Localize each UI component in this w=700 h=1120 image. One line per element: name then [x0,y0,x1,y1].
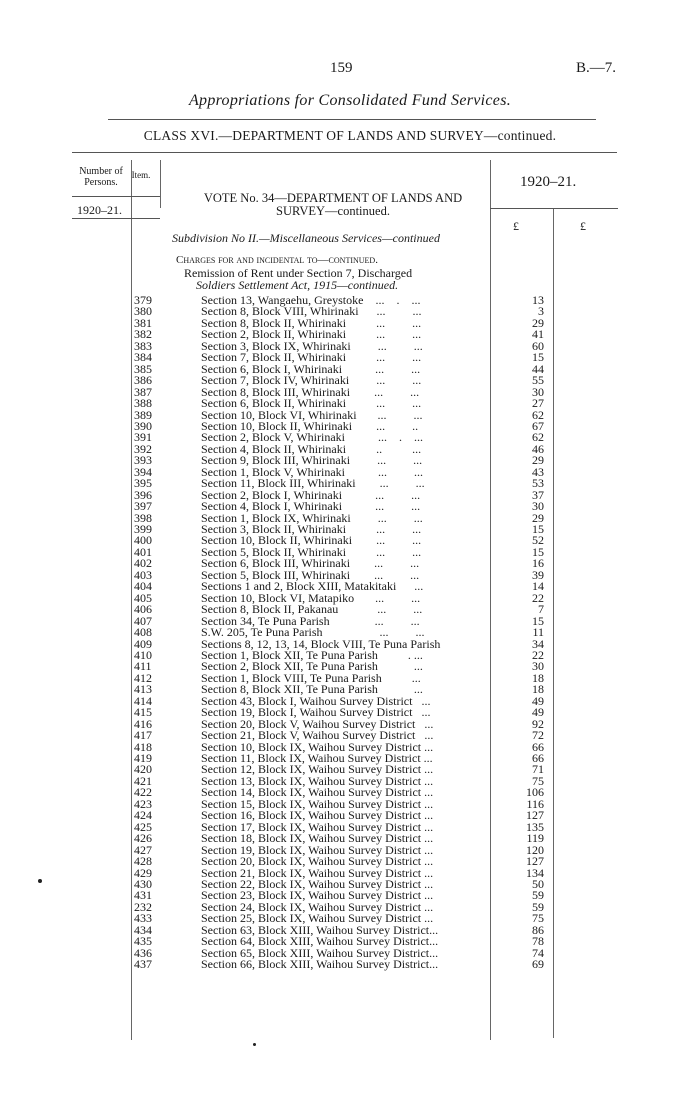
item-description: Section 3, Block IX, Whirinaki ... ... [201,338,423,353]
item-description: Section 1, Block XII, Te Puna Parish . ... [201,647,423,662]
item-description: Section 9, Block III, Whirinaki ... ... [201,453,423,468]
item-amount: 72 [532,728,544,743]
column-year-amount: 1920–21. [520,174,577,190]
item-number: 388 [134,396,152,411]
vote-heading-line2: SURVEY—continued. [276,204,390,218]
item-number: 403 [134,567,152,582]
item-description: Section 21, Block V, Waihou Survey District ... [201,728,434,743]
pound-symbol-1: £ [513,219,519,233]
item-amount: 29 [532,453,544,468]
item-description: Section 16, Block IX, Waihou Survey District ... [201,808,434,823]
item-number: 407 [134,613,152,628]
item-amount: 18 [532,670,544,685]
item-amount: 15 [532,522,544,536]
item-description: Section 23, Block IX, Waihou Survey District ... [201,888,434,903]
item-number: 391 [134,430,152,445]
item-amount: 43 [532,464,544,479]
item-amount: 62 [532,407,544,422]
item-description: Section 34, Te Puna Parish ... ... [201,613,420,628]
item-number: 412 [134,670,152,685]
item-description: Section 24, Block IX, Waihou Survey District ... [201,899,434,914]
persons-year-rule [72,218,160,219]
item-amount: 62 [532,430,544,445]
item-amount: 127 [526,854,544,869]
item-description: Section 10, Block IX, Waihou Survey District ... [201,739,434,754]
item-amount: 13 [532,293,544,307]
item-number: 394 [134,464,152,479]
item-description: Section 14, Block IX, Waihou Survey District ... [201,785,434,800]
item-amount: 15 [532,613,544,628]
item-description: Section 2, Block XII, Te Puna Parish ... [201,659,423,674]
item-description: Section 8, Block VIII, Whirinaki ... ... [201,304,422,319]
item-description: Section 22, Block IX, Waihou Survey District ... [201,876,434,891]
pound-symbol-2: £ [580,219,586,233]
item-number: 232 [134,899,152,914]
item-number: 397 [134,499,152,514]
item-amount: 120 [526,842,544,857]
item-description: S.W. 205, Te Puna Parish ... ... [201,625,425,640]
item-number: 399 [134,522,152,536]
item-amount: 69 [532,957,544,972]
item-description: Section 1, Block V, Whirinaki ... ... [201,464,423,479]
item-number: 402 [134,556,152,571]
item-number: 435 [134,934,152,949]
item-number: 409 [134,636,152,651]
item-description: Section 2, Block I, Whirinaki ... ... [201,487,421,502]
item-amount: 30 [532,384,544,399]
column-header-persons: Number of Persons. [79,166,123,188]
item-number: 426 [134,831,152,846]
item-description: Section 5, Block III, Whirinaki ... ... [201,567,420,582]
item-description: Section 7, Block II, Whirinaki ... ... [201,350,422,365]
item-description: Section 6, Block II, Whirinaki ... ... [201,396,422,411]
item-description: Section 1, Block IX, Whirinaki ... ... [201,510,423,525]
class-heading: CLASS XVI.—DEPARTMENT OF LANDS AND SURVEY—continued. [143,128,557,143]
item-description: Section 11, Block IX, Waihou Survey District ... [201,751,433,765]
item-number: 422 [134,785,152,800]
item-number: 385 [134,361,152,376]
item-number: 429 [134,865,152,880]
item-amount: 27 [532,396,544,411]
item-number: 427 [134,842,152,857]
item-number: 431 [134,888,152,903]
item-number: 417 [134,728,152,743]
item-number: 406 [134,602,152,617]
remission-heading-1: Remission of Rent under Section 7, Discharged [184,266,413,280]
item-number: 411 [134,659,152,674]
amount-header-rule [490,208,618,209]
item-amount: 7 [538,602,544,617]
item-amount: 78 [532,934,544,949]
item-number: 410 [134,647,152,662]
item-amount: 15 [532,544,544,559]
item-number: 395 [134,476,152,491]
charges-heading: Charges for and incidental to—continued. [176,254,378,266]
item-amount: 16 [532,556,544,571]
item-amount: 50 [532,876,544,891]
item-amount: 127 [526,808,544,823]
item-description: Section 6, Block III, Whirinaki ... ... [201,556,420,571]
item-description: Section 8, Block II, Pakanau ... ... [201,602,423,617]
item-amount: 18 [532,682,544,697]
item-amount: 59 [532,899,544,914]
item-number: 405 [134,590,152,605]
item-amount: 66 [532,751,544,765]
item-amount: 60 [532,338,544,353]
item-description: Section 63, Block XIII, Waihou Survey District... [201,922,439,937]
item-description: Section 15, Block IX, Waihou Survey District ... [201,796,434,811]
item-description: Section 5, Block II, Whirinaki ... ... [201,544,422,559]
item-amount: 67 [532,418,544,433]
item-number: 420 [134,762,152,777]
item-description: Section 7, Block IV, Whirinaki ... ... [201,373,422,388]
item-description: Section 1, Block VIII, Te Puna Parish ... [201,670,421,685]
subdivision-heading: Subdivision No II.—Miscellaneous Services—continued [172,231,440,245]
item-description: Section 13, Block IX, Waihou Survey District ... [201,773,434,788]
item-number: 387 [134,384,152,399]
item-description: Section 8, Block III, Whirinaki ... ... [201,384,420,399]
item-number: 418 [134,739,152,754]
item-description: Section 21, Block IX, Waihou Survey District ... [201,865,434,880]
item-amount: 11 [532,625,544,640]
item-amount: 75 [532,911,544,926]
item-amount: 37 [532,487,544,502]
item-description: Section 4, Block I, Whirinaki ... ... [201,499,421,514]
item-amount: 74 [532,945,544,960]
item-amount: 135 [526,819,544,834]
item-number: 386 [134,373,152,388]
item-number: 400 [134,533,152,548]
item-number: 433 [134,911,152,926]
item-amount: 55 [532,373,544,388]
item-description: Section 12, Block IX, Waihou Survey District ... [201,762,434,777]
item-amount: 59 [532,888,544,903]
item-amount: 14 [532,579,544,594]
item-amount: 86 [532,922,544,937]
item-number: 416 [134,716,152,731]
item-description: Section 13, Wangaehu, Greystoke ... . ... [201,293,421,307]
item-number: 436 [134,945,152,960]
item-description: Section 18, Block IX, Waihou Survey District ... [201,831,434,846]
item-description: Section 20, Block IX, Waihou Survey District ... [201,854,434,869]
item-number: 413 [134,682,152,697]
item-amount: 29 [532,315,544,330]
item-number: 437 [134,957,152,972]
item-amount: 30 [532,659,544,674]
persons-header-rule [72,196,160,197]
item-description: Section 20, Block V, Waihou Survey District ... [201,716,434,731]
margin-dot [38,879,42,883]
item-amount: 53 [532,476,544,491]
item-amount: 52 [532,533,544,548]
item-number: 384 [134,350,152,365]
item-description: Section 3, Block II, Whirinaki ... ... [201,522,422,536]
item-description: Section 43, Block I, Waihou Survey District ... [201,693,431,708]
item-amount: 39 [532,567,544,582]
item-amount: 116 [526,796,544,811]
item-amount: 29 [532,510,544,525]
item-number: 428 [134,854,152,869]
page-title: Appropriations for Consolidated Fund Services. [188,92,512,109]
item-number: 434 [134,922,152,937]
item-description: Section 4, Block II, Whirinaki .. ... [201,441,422,456]
item-amount: 49 [532,705,544,720]
item-number: 404 [134,579,152,594]
item-description: Section 2, Block V, Whirinaki ... . ... [201,430,423,445]
item-description: Section 17, Block IX, Waihou Survey District ... [201,819,434,834]
item-description: Sections 1 and 2, Block XIII, Matakitaki ... [201,579,424,594]
item-amount: 15 [532,350,544,365]
vote-heading-line1: VOTE No. 34—DEPARTMENT OF LANDS AND [203,191,463,205]
item-number: 396 [134,487,152,502]
item-description: Section 8, Block XII, Te Puna Parish ... [201,682,423,697]
item-amount: 3 [538,304,544,319]
item-number: 423 [134,796,152,811]
item-number: 382 [134,327,152,342]
item-number: 408 [134,625,152,640]
item-amount: 71 [532,762,544,777]
item-amount: 75 [532,773,544,788]
item-description: Section 10, Block VI, Whirinaki ... ... [201,407,423,422]
column-header-item: Item. [131,170,151,180]
item-amount: 44 [532,361,544,376]
item-amount: 49 [532,693,544,708]
item-number: 383 [134,338,152,353]
item-description: Section 8, Block II, Whirinaki ... ... [201,315,422,330]
item-number: 415 [134,705,152,720]
document-reference: B.—7. [576,60,617,76]
item-number: 430 [134,876,152,891]
divider-item-desc [160,160,161,208]
item-number: 389 [134,407,152,422]
item-description: Section 65, Block XIII, Waihou Survey District... [201,945,439,960]
item-amount: 134 [526,865,544,880]
item-number: 421 [134,773,152,788]
item-description: Section 19, Block I, Waihou Survey District ... [201,705,431,720]
item-number: 414 [134,693,152,708]
column-year-persons: 1920–21. [77,203,122,217]
item-amount: 92 [532,716,544,731]
item-number: 419 [134,751,152,765]
title-rule [108,119,596,120]
item-description: Section 10, Block VI, Matapiko ... ... [201,590,421,605]
table-row [0,958,700,970]
item-number: 390 [134,418,152,433]
table-top-rule [72,152,617,153]
item-amount: 119 [526,831,544,846]
item-description: Section 19, Block IX, Waihou Survey District ... [201,842,434,857]
item-description: Section 6, Block I, Whirinaki ... ... [201,361,421,376]
item-number: 379 [134,293,152,307]
item-amount: 106 [526,785,544,800]
item-description: Section 2, Block II, Whirinaki ... ... [201,327,422,342]
item-number: 392 [134,441,152,456]
item-amount: 41 [532,327,544,342]
item-number: 381 [134,315,152,330]
footer-dot [253,1043,256,1046]
item-description: Section 64, Block XIII, Waihou Survey District... [201,934,439,949]
item-number: 425 [134,819,152,834]
item-amount: 22 [532,647,544,662]
item-amount: 22 [532,590,544,605]
item-description: Sections 8, 12, 13, 14, Block VIII, Te Puna Parish [201,636,441,651]
page-number: 159 [330,60,353,76]
item-amount: 34 [532,636,544,651]
item-number: 424 [134,808,152,823]
item-description: Section 10, Block II, Whirinaki ... ... [201,533,422,548]
item-amount: 46 [532,441,544,456]
item-number: 393 [134,453,152,468]
item-description: Section 25, Block IX, Waihou Survey District ... [201,911,434,926]
item-description: Section 10, Block II, Whirinaki ... .. [201,418,419,433]
item-number: 401 [134,544,152,559]
item-number: 380 [134,304,152,319]
item-description: Section 11, Block III, Whirinaki ... ... [201,476,425,491]
item-description: Section 66, Block XIII, Waihou Survey District... [201,957,439,972]
item-amount: 66 [532,739,544,754]
item-amount: 30 [532,499,544,514]
remission-heading-2: Soldiers Settlement Act, 1915—continued. [196,278,399,292]
item-number: 398 [134,510,152,525]
